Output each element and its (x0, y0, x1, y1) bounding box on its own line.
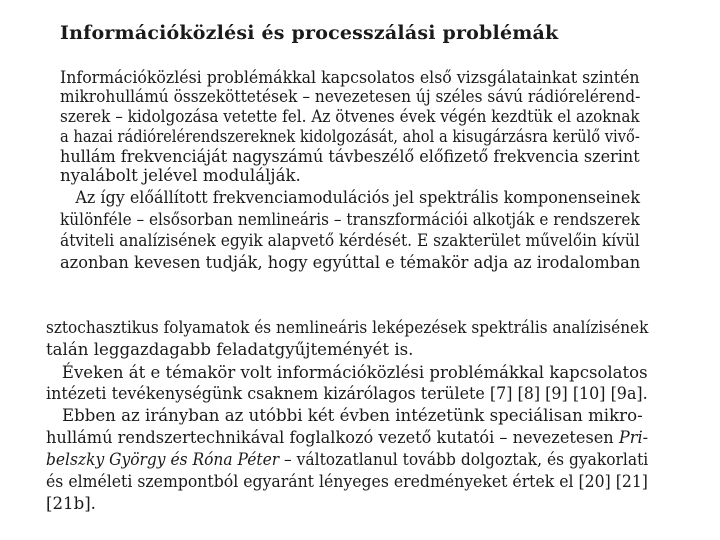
text-line: azonban kevesen tudják, hogy egyúttal e témakör adja az irodalomban (60, 253, 641, 272)
text-line: intézeti tevékenységünk csaknem kizárólagos területe [7] [8] [9] [10] [9a]. (46, 384, 648, 403)
text-line: a hazai rádiórelérendszereknek kidolgozását, ahol a kisugárzásra kerülő vivő- (60, 127, 640, 146)
text-line: mikrohullámú összeköttetések – nevezetesen új széles sávú rádiórelérend- (60, 87, 641, 106)
text-line: szerek – kidolgozása vetette fel. Az ötvenes évek végén kezdtük el azoknak (60, 107, 640, 126)
text-line: nyalábolt jelével modulálják. (60, 166, 301, 185)
text-line: sztochasztikus folyamatok és nemlineáris leképezések spektrális analízisének (46, 318, 649, 337)
text-line: hullám frekvenciáját nagyszámú távbeszélő előfizető frekvencia szerint (60, 147, 640, 166)
text-line: [21b]. (46, 494, 96, 513)
text-line (46, 428, 648, 448)
text-line: átviteli analízisének egyik alapvető kérdését. E szakterület művelőin kívül (60, 231, 640, 250)
text-run: és (165, 450, 193, 469)
text-line: Információközlési problémákkal kapcsolatos első vizsgálatainkat szintén (60, 68, 640, 87)
text-line: Az így előállított frekvenciamodulációs jel spektrális komponenseinek (75, 188, 641, 207)
text-line: talán leggazdagabb feladatgyűjteményét is. (46, 340, 414, 359)
text-line: Éveken át e témakör volt információközlési problémákkal kapcsolatos (61, 363, 648, 382)
text-run: – változatlanul tovább dolgoztak, és gyakorlati (279, 450, 649, 469)
text-line (46, 450, 648, 470)
text-line: Ebben az irányban az utóbbi két évben intézetünk speciálisan mikro- (62, 406, 643, 425)
author-name-italic: Róna Péter (192, 450, 280, 469)
text-run: hullámú rendszertechnikával foglalkozó vezető kutatói – nevezetesen (46, 428, 619, 447)
text-line: és elméleti szempontból egyaránt lényeges eredményeket értek el [20] [21] (46, 472, 648, 491)
author-name-italic: belszky György (46, 450, 166, 469)
text-line: különféle – elsősorban nemlineáris – transzformációi alkotják e rendszerek (60, 210, 640, 229)
section-heading: Információközlési és processzálási problémák (60, 22, 559, 44)
author-name-italic: Pri- (618, 428, 649, 447)
